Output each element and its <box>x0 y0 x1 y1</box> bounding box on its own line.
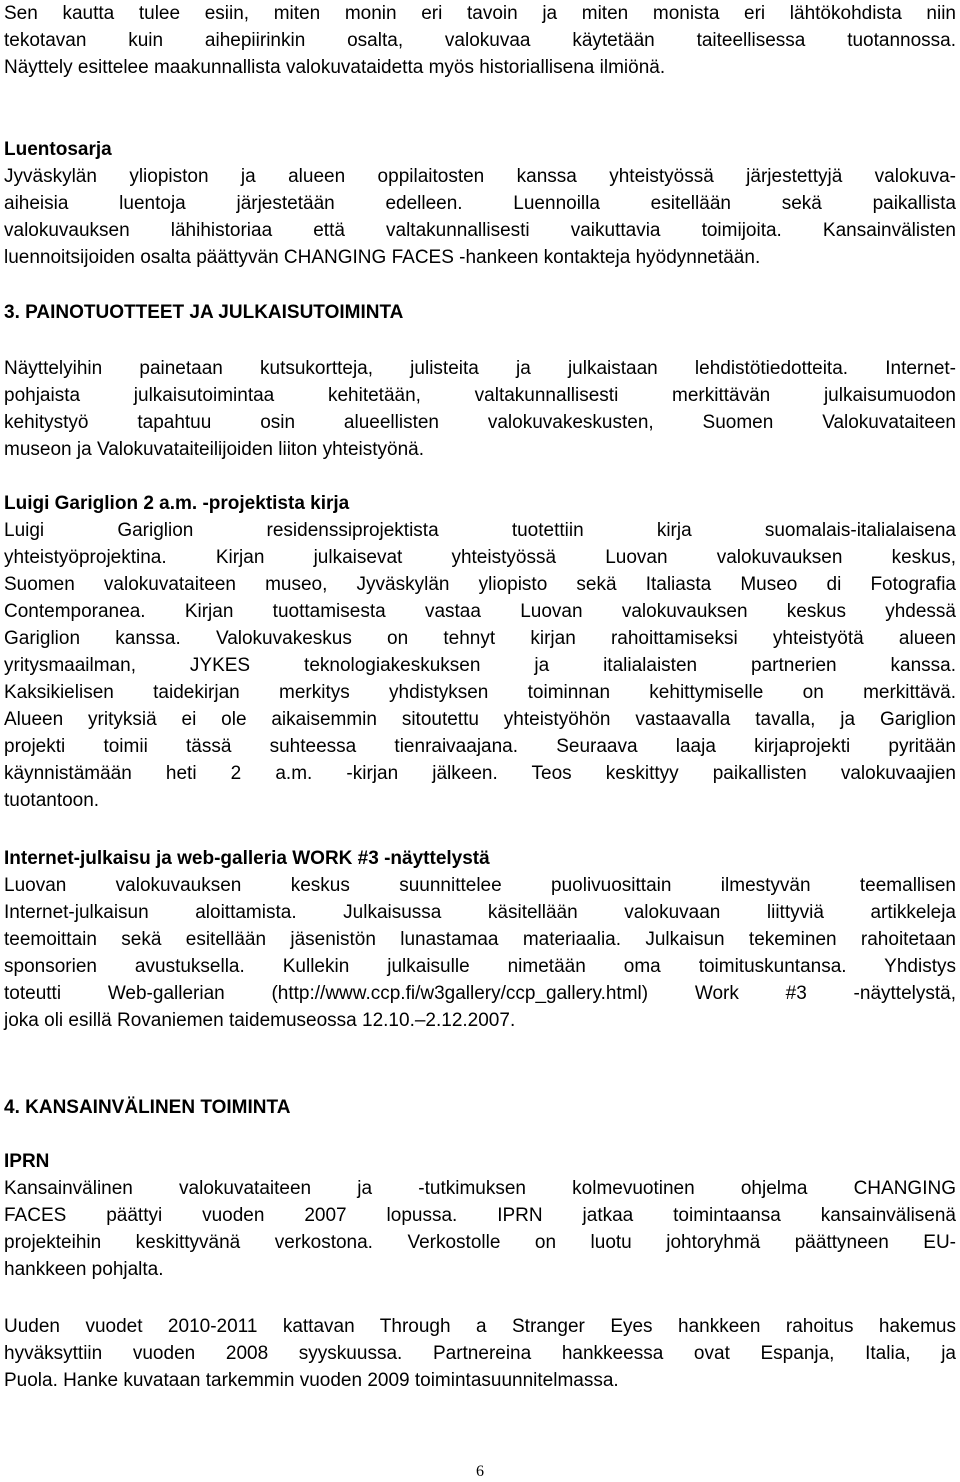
text-line: Luigi Gariglion residenssiprojektista tuotettiin kirja suomalais-italialaisena <box>4 520 956 541</box>
text-line: Internet-julkaisun aloittamista. Julkaisussa käsitellään valokuvaan liittyviä artikkeleja <box>4 902 956 923</box>
iprn-section <box>4 1148 956 1283</box>
section-heading: 3. PAINOTUOTTEET JA JULKAISUTOIMINTA <box>4 302 404 323</box>
text-line: valokuvauksen lähihistoriaa että valtakunnallisesti vaikuttavia toimijoita. Kansainvälisten <box>4 220 956 241</box>
intro-paragraph <box>4 0 956 81</box>
text-line: joka oli esillä Rovaniemen taidemuseossa 12.10.–2.12.2007. <box>4 1010 516 1031</box>
through-paragraph <box>4 1313 956 1394</box>
section-heading: Luentosarja <box>4 139 112 160</box>
text-line: yhteistyöprojektina. Kirjan julkaisevat yhteistyössä Luovan valokuvauksen keskus, <box>4 547 956 568</box>
text-line: Contemporanea. Kirjan tuottamisesta vastaa Luovan valokuvauksen keskus yhdessä <box>4 601 956 622</box>
section-heading: 4. KANSAINVÄLINEN TOIMINTA <box>4 1097 291 1118</box>
internet-section <box>4 845 956 1034</box>
text-line: yritysmaailman, JYKES teknologiakeskuksen ja italialaisten partnerien kanssa. <box>4 655 956 676</box>
gariglion-section <box>4 490 956 814</box>
text-line: Näyttely esittelee maakunnallista valokuvataidetta myös historiallisena ilmiönä. <box>4 57 666 78</box>
section-heading: Luigi Gariglion 2 a.m. -projektista kirja <box>4 493 350 514</box>
text-line: Alueen yrityksiä ei ole aikaisemmin sitoutettu yhteistyöhön vastaavalla tavalla, ja Gariglion <box>4 709 956 730</box>
section-3-body <box>4 355 956 463</box>
text-line: teemoittain sekä esitellään jäsenistön lunastamaa materiaalia. Julkaisun tekeminen rahoitetaan <box>4 929 956 950</box>
page-number: 6 <box>476 1463 484 1480</box>
text-line: Suomen valokuvataiteen museo, Jyväskylän yliopisto sekä Italiasta Museo di Fotografia <box>4 574 956 595</box>
text-line: Kaksikielisen taidekirjan merkitys yhdistyksen toiminnan kehittymiselle on merkittävä. <box>4 682 956 703</box>
section-heading: Internet-julkaisu ja web-galleria WORK #3 -näyttelystä <box>4 848 490 869</box>
text-line: toteutti Web-gallerian (http://www.ccp.fi/w3gallery/ccp_gallery.html) Work #3 -näyttelystä, <box>4 983 956 1004</box>
text-line: Gariglion kanssa. Valokuvakeskus on tehnyt kirjan rahoittamiseksi yhteistyötä alueen <box>4 628 956 649</box>
text-line: aiheisia luentoja järjestetään edelleen. Luennoilla esitellään sekä paikallista <box>4 193 956 214</box>
text-line: Näyttelyihin painetaan kutsukortteja, julisteita ja julkaistaan lehdistötiedotteita. Internet- <box>4 358 956 379</box>
section-4 <box>4 1094 956 1121</box>
text-line: tekotavan kuin aihepiirinkin osalta, valokuvaa käytetään taiteellisessa tuotannossa. <box>4 30 956 51</box>
text-line: museon ja Valokuvataiteilijoiden liiton yhteistyönä. <box>4 439 425 460</box>
text-line: kehitystyö tapahtuu osin alueellisten valokuvakeskusten, Suomen Valokuvataiteen <box>4 412 956 433</box>
text-line: käynnistämään heti 2 a.m. -kirjan jälkeen. Teos keskittyy paikallisten valokuvaajien <box>4 763 956 784</box>
text-line: Jyväskylän yliopiston ja alueen oppilaitosten kanssa yhteistyössä järjestettyjä valokuva- <box>4 166 956 187</box>
text-line: tuotantoon. <box>4 790 100 811</box>
text-line: Kansainvälinen valokuvataiteen ja -tutkimuksen kolmevuotinen ohjelma CHANGING <box>4 1178 956 1199</box>
text-line: Luovan valokuvauksen keskus suunnittelee puolivuosittain ilmestyvän teemallisen <box>4 875 956 896</box>
section-heading: IPRN <box>4 1151 50 1172</box>
text-line: luennoitsijoiden osalta päättyvän CHANGING FACES -hankeen kontakteja hyödynnetään. <box>4 247 761 268</box>
section-3 <box>4 299 956 326</box>
luentosarja-section <box>4 136 956 271</box>
text-line: Uuden vuodet 2010-2011 kattavan Through a Stranger Eyes hankkeen rahoitus hakemus <box>4 1316 956 1337</box>
text-line: hyväksyttiin vuoden 2008 syyskuussa. Partnereina hankkeessa ovat Espanja, Italia, ja <box>4 1343 956 1364</box>
text-line: pohjaista julkaisutoimintaa kehitetään, valtakunnallisesti merkittävän julkaisumuodon <box>4 385 956 406</box>
text-line: hankkeen pohjalta. <box>4 1259 164 1280</box>
text-line: projekti toimii tässä suhteessa tienraivaajana. Seuraava laaja kirjaprojekti pyritään <box>4 736 956 757</box>
text-line: Sen kautta tulee esiin, miten monin eri tavoin ja miten monista eri lähtökohdista niin <box>4 3 956 24</box>
text-line: FACES päättyi vuoden 2007 lopussa. IPRN jatkaa toimintaansa kansainvälisenä <box>4 1205 956 1226</box>
text-line: Puola. Hanke kuvataan tarkemmin vuoden 2009 toimintasuunnitelmassa. <box>4 1370 619 1391</box>
text-line: projekteihin keskittyvänä verkostona. Verkostolle on luotu johtoryhmä päättyneen EU- <box>4 1232 956 1253</box>
text-line: sponsorien avustuksella. Kullekin julkaisulle nimetään oma toimituskuntansa. Yhdistys <box>4 956 956 977</box>
